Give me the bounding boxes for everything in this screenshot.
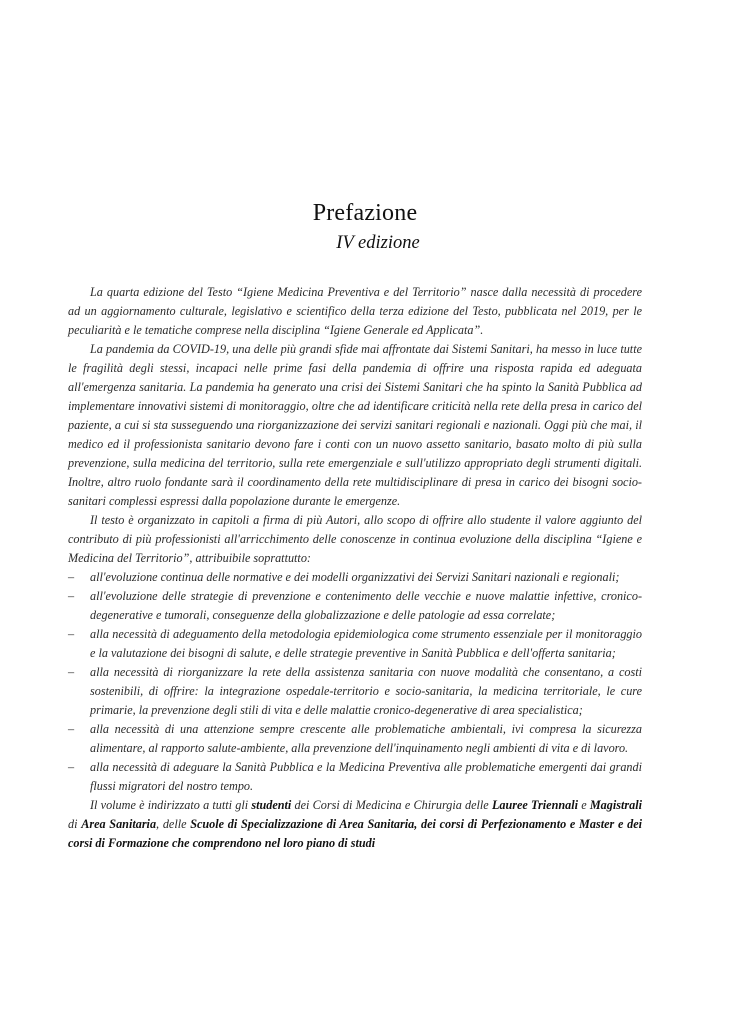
bullet-dash: –	[68, 722, 75, 736]
closing-paragraph	[68, 796, 642, 853]
closing-text: e	[578, 798, 590, 812]
closing-text: dei Corsi di Medicina e Chirurgia delle	[291, 798, 492, 812]
bullet-dash: –	[68, 665, 75, 679]
list-item	[68, 758, 642, 796]
list-item	[68, 663, 642, 720]
paragraph: Il testo è organizzato in capitoli a firma di più Autori, allo scopo di offrire allo studente il valore aggiunto del contributo di più professionisti all'arricchimento delle conoscenze in continua evoluzione della disciplina “Igiene e Medicina del Territorio”, attribuibile soprattutto:	[68, 513, 642, 565]
closing-bold: Magistrali	[589, 798, 642, 812]
list-item	[68, 568, 642, 587]
list-item	[68, 587, 642, 625]
bullet-dash: –	[68, 570, 75, 584]
bullet-dash: –	[68, 760, 75, 774]
list-item-text: alla necessità di adeguamento della metodologia epidemiologica come strumento essenziale per il monitoraggio e la valutazione dei bisogni di salute, e delle strategie preventive in Sanità Pubblica e dell'offerta sanitaria;	[90, 627, 642, 660]
closing-bold: studenti	[251, 798, 292, 812]
list-item-text: all'evoluzione continua delle normative e dei modelli organizzativi dei Servizi Sanitari nazionali e regionali;	[90, 570, 620, 584]
paragraph: La quarta edizione del Testo “Igiene Medicina Preventiva e del Territorio” nasce dalla necessità di procedere ad un aggiornamento culturale, legislativo e scientifico della terza edizione del Testo, pubblicata nel 2019, per le peculiarità e le tematiche comprese nella disciplina “Igiene Generale ed Applicata”.	[68, 285, 642, 337]
list-item-text: alla necessità di una attenzione sempre crescente alle problematiche ambientali, ivi compresa la sicurezza alimentare, al rapporto salute-ambiente, alla prevenzione dell'inquinamento negli ambienti di vita e di lavoro.	[90, 722, 642, 755]
closing-text: , delle	[156, 817, 191, 831]
bullet-list	[68, 568, 642, 796]
closing-bold: Lauree Triennali	[491, 798, 578, 812]
page-title: Prefazione	[312, 200, 418, 226]
bullet-dash: –	[68, 589, 75, 603]
closing-bold: Area Sanitaria	[81, 817, 157, 831]
list-item-text: alla necessità di riorganizzare la rete della assistenza sanitaria con nuove modalità che consentano, a costi sostenibili, di offrire: la integrazione ospedale-territorio e socio-sanitaria, la medicina territoriale, le cure primarie, la prevenzione degli stili di vita e delle malattie cronico-degenerative di area specialistica;	[90, 665, 642, 717]
closing-bold: Scuole di Specializzazione di Area Sanitaria, dei corsi di Perfezionamento e Master e dei corsi di Formazione che comprendono nel loro piano di studi	[68, 817, 642, 850]
list-item-text: alla necessità di adeguare la Sanità Pubblica e la Medicina Preventiva alle problematiche emergenti dai grandi flussi migratori del nostro tempo.	[90, 760, 642, 793]
list-item-text: all'evoluzione delle strategie di prevenzione e contenimento delle vecchie e nuove malattie infettive, cronico-degenerative e tumorali, conseguenze della globalizzazione e delle patologie ad essa correlate;	[90, 589, 642, 622]
body-text	[68, 283, 642, 853]
paragraph: La pandemia da COVID-19, una delle più grandi sfide mai affrontate dai Sistemi Sanitari, ha messo in luce tutte le fragilità degli stessi, incapaci nelle prime fasi della pandemia di offrire una risposta rapida ed adeguata all'emergenza sanitaria. La pandemia ha generato una crisi dei Sistemi Sanitari che ha spinto la Sanità Pubblica ad implementare innovativi sistemi di monitoraggio, oltre che ad identificare criticità nella rete della presa in carico del paziente, a cui si sta susseguendo una riorganizzazione dei servizi sanitari regionali e nazionali. Oggi più che mai, il medico ed il professionista sanitario devono fare i conti con un nuovo assetto sanitario, basato molto di più sulla prevenzione, sulla medicina del territorio, sulla rete emergenziale e sull'utilizzo appropriato degli strumenti digitali. Inoltre, altro ruolo fondante sarà il coordinamento della rete multidisciplinare di presa in carico dei bisogni socio-sanitari complessi espressi dalla popolazione durante le emergenze.	[68, 342, 642, 508]
list-item	[68, 720, 642, 758]
closing-text: di	[68, 817, 82, 831]
page-subtitle: IV edizione	[336, 233, 420, 253]
closing-text: Il volume è indirizzato a tutti gli	[90, 798, 252, 812]
list-item	[68, 625, 642, 663]
bullet-dash: –	[68, 627, 75, 641]
